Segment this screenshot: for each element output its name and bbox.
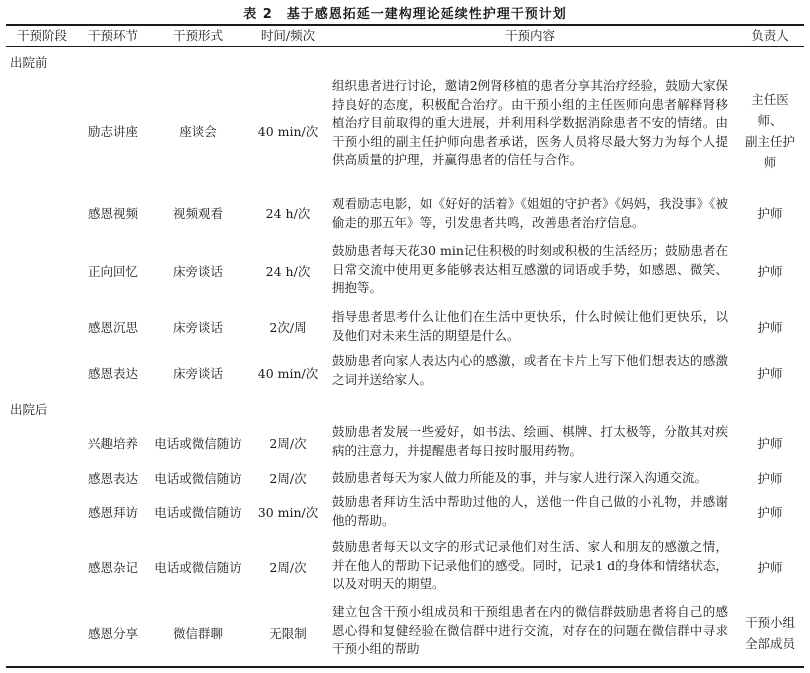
row-owner-line1: 护师 <box>757 470 783 486</box>
row-content: 鼓励患者每天以文字的形式记录他们对生活、家人和朋友的感激之情，并在他人的帮助下记录他们的感受。同时，记录1 d的身体和情绪状态，以及对明天的期望。 <box>332 539 728 591</box>
row-form: 电话或微信随访 <box>154 436 242 451</box>
row-owner-line2: 副主任护师 <box>744 134 795 170</box>
header-owner: 负责人 <box>751 28 789 43</box>
row-frequency: 2周/次 <box>269 560 307 575</box>
row-owner <box>740 602 800 664</box>
row-form: 电话或微信随访 <box>154 505 242 520</box>
header-frequency: 时间/频次 <box>260 28 316 43</box>
header-content: 干预内容 <box>504 28 555 43</box>
row-step: 正向回忆 <box>87 264 138 279</box>
row-form: 座谈会 <box>179 124 217 139</box>
header-stage: 干预阶段 <box>16 28 67 43</box>
row-content: 鼓励患者发展一些爱好，如书法、绘画、棋牌、打太极等，分散其对疾病的注意力，并提醒患者每日按时服用药物。 <box>332 424 728 458</box>
row-step: 感恩表达 <box>87 471 138 486</box>
row-content: 鼓励患者拜访生活中帮助过他的人，送他一件自己做的小礼物，并感谢他的帮助。 <box>332 494 728 528</box>
row-step: 感恩杂记 <box>87 560 138 575</box>
row-form: 电话或微信随访 <box>154 471 242 486</box>
row-form: 床旁谈话 <box>172 264 223 279</box>
row-form: 床旁谈话 <box>172 366 223 381</box>
row-owner <box>740 536 800 598</box>
row-owner-line1: 主任医师、 <box>751 92 789 128</box>
row-content: 鼓励患者向家人表达内心的感激，或者在卡片上写下他们想表达的感激之词并送给家人。 <box>332 353 728 387</box>
row-step: 励志讲座 <box>87 124 138 139</box>
header-form: 干预形式 <box>172 28 223 43</box>
row-form: 电话或微信随访 <box>154 560 242 575</box>
row-owner-line1: 护师 <box>757 365 783 381</box>
bottom-rule <box>6 666 804 668</box>
row-owner <box>740 467 800 489</box>
row-step: 感恩表达 <box>87 366 138 381</box>
row-frequency: 2次/周 <box>269 320 307 335</box>
row-owner <box>740 242 800 300</box>
row-owner-line1: 护师 <box>757 504 783 520</box>
row-owner <box>740 76 800 186</box>
row-owner-line1: 护师 <box>757 263 783 279</box>
row-owner-line1: 护师 <box>757 205 783 221</box>
row-frequency: 40 min/次 <box>257 366 319 381</box>
row-owner-line1: 护师 <box>757 559 783 575</box>
row-frequency: 30 min/次 <box>257 505 319 520</box>
row-step: 感恩分享 <box>87 626 138 641</box>
table-title: 表 2 基于感恩拓延一建构理论延续性护理干预计划 <box>243 7 567 22</box>
header-rule <box>6 46 804 47</box>
row-frequency: 24 h/次 <box>265 264 311 279</box>
row-owner-line2: 全部成员 <box>744 636 795 651</box>
row-content: 组织患者进行讨论，邀请2例肾移植的患者分享其治疗经验，鼓励大家保持良好的态度，积极配合治疗。由干预小组的主任医师向患者解释肾移植治疗目前取得的重大进展，并利用科学数据消除患者不安的情绪。由干预小组的副主任护师向患者承诺，医务人员将尽最大努力为每个人提供高质量的护理，并赢得患者的信任与合作。 <box>332 78 728 167</box>
row-form: 微信群聊 <box>172 626 223 641</box>
row-frequency: 无限制 <box>269 626 307 641</box>
row-content: 观看励志电影，如《好好的活着》《姐姐的守护者》《妈妈，我没事》《被偷走的那五年》等，引发患者共鸣，改善患者治疗信息。 <box>332 196 728 230</box>
row-content: 鼓励患者每天为家人做力所能及的事，并与家人进行深入沟通交流。 <box>332 470 708 485</box>
row-owner-line1: 护师 <box>757 435 783 451</box>
stage-pre-discharge: 出院前 <box>10 55 48 70</box>
row-step: 感恩视频 <box>87 206 138 221</box>
header-step: 干预环节 <box>87 28 138 43</box>
row-owner-line1: 干预小组 <box>744 615 795 630</box>
row-content: 指导患者思考什么让他们在生活中更快乐，什么时候让他们更快乐，以及他们对未来生活的期望是什么。 <box>332 309 728 343</box>
row-form: 视频观看 <box>172 206 223 221</box>
row-owner <box>740 422 800 464</box>
row-frequency: 2周/次 <box>269 436 307 451</box>
row-owner <box>740 352 800 394</box>
row-owner <box>740 190 800 236</box>
row-form: 床旁谈话 <box>172 320 223 335</box>
row-owner <box>740 491 800 533</box>
row-owner <box>740 306 800 348</box>
row-step: 兴趣培养 <box>87 436 138 451</box>
row-step: 感恩拜访 <box>87 505 138 520</box>
row-step: 感恩沉思 <box>87 320 138 335</box>
row-owner-line1: 护师 <box>757 319 783 335</box>
row-frequency: 2周/次 <box>269 471 307 486</box>
row-content: 鼓励患者每天花30 min记住积极的时刻或积极的生活经历；鼓励患者在日常交流中使用更多能够表达相互感激的词语或手势，如感恩、微笑、拥抱等。 <box>332 243 728 295</box>
stage-post-discharge: 出院后 <box>10 402 48 417</box>
row-frequency: 24 h/次 <box>265 206 311 221</box>
row-content: 建立包含干预小组成员和干预组患者在内的微信群鼓励患者将自己的感恩心得和复健经验在微信群中进行交流，对存在的问题在微信群中寻求干预小组的帮助 <box>332 604 728 656</box>
row-frequency: 40 min/次 <box>257 124 319 139</box>
